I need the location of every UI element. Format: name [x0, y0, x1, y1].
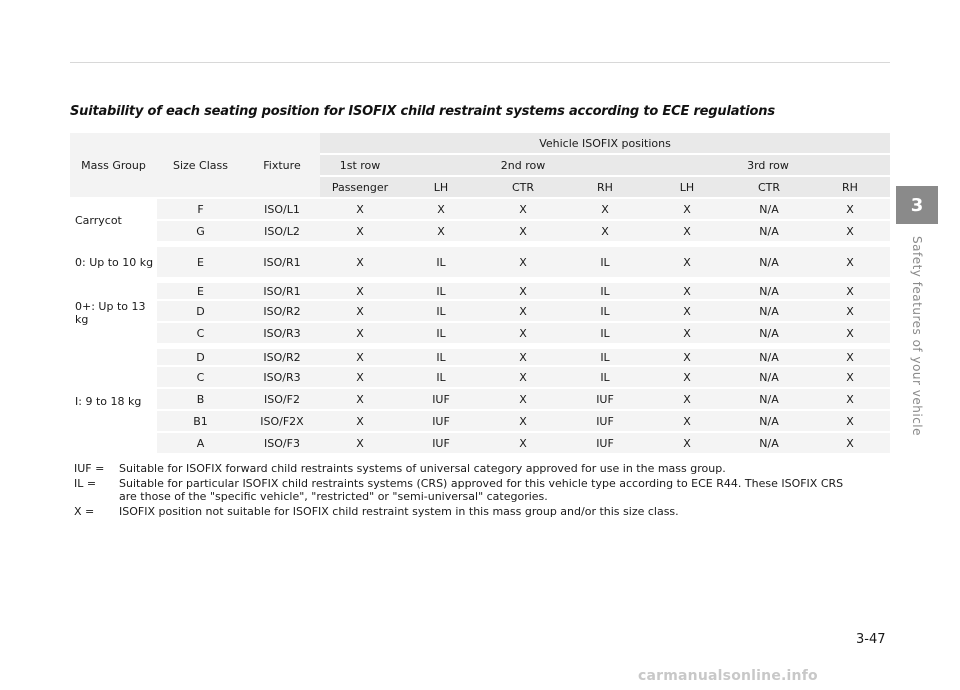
table-row [70, 389, 890, 411]
size-class-cell: B [157, 389, 244, 411]
suitability-cell: X [810, 243, 890, 279]
suitability-cell: X [320, 389, 400, 411]
header-fixture: Fixture [244, 133, 320, 199]
fixture-cell: ISO/F2X [244, 411, 320, 433]
suitability-cell: X [646, 279, 728, 301]
header-size-class: Size Class [157, 133, 244, 199]
suitability-cell: X [810, 323, 890, 345]
suitability-cell: IL [564, 367, 646, 389]
table-row [70, 367, 890, 389]
legend-text: Suitable for particular ISOFIX child restraints systems (CRS) approved for this vehicle type according to ECE R44. These ISOFIX CRS are those of the "specific vehicle", "restricted" or "semi-universal" categories. [119, 477, 844, 503]
suitability-cell: IL [564, 345, 646, 367]
size-class-cell: E [157, 243, 244, 279]
suitability-cell: IUF [564, 433, 646, 455]
suitability-cell: N/A [728, 433, 810, 455]
fixture-cell: ISO/R3 [244, 367, 320, 389]
suitability-cell: X [646, 199, 728, 221]
suitability-cell: X [810, 221, 890, 243]
suitability-cell: X [810, 411, 890, 433]
fixture-cell: ISO/R1 [244, 243, 320, 279]
legend-key: IUF = [74, 462, 105, 475]
suitability-cell: X [482, 433, 564, 455]
suitability-cell: X [482, 323, 564, 345]
suitability-cell: X [482, 389, 564, 411]
size-class-cell: B1 [157, 411, 244, 433]
suitability-cell: X [482, 199, 564, 221]
suitability-cell: IL [400, 323, 482, 345]
suitability-cell: X [810, 433, 890, 455]
header-mass-group: Mass Group [70, 133, 157, 199]
suitability-cell: N/A [728, 367, 810, 389]
suitability-cell: N/A [728, 279, 810, 301]
size-class-cell: F [157, 199, 244, 221]
suitability-cell: X [320, 199, 400, 221]
table-row [70, 411, 890, 433]
suitability-cell: X [320, 367, 400, 389]
header-seat: LH [646, 177, 728, 199]
isofix-suitability-table [70, 133, 890, 455]
header-vehicle-positions: Vehicle ISOFIX positions [320, 133, 890, 155]
suitability-cell: X [400, 221, 482, 243]
suitability-cell: IUF [400, 433, 482, 455]
suitability-cell: IL [564, 243, 646, 279]
suitability-cell: X [810, 367, 890, 389]
size-class-cell: A [157, 433, 244, 455]
size-class-cell: C [157, 323, 244, 345]
mass-group-cell: Carrycot [70, 199, 157, 243]
legend-text: ISOFIX position not suitable for ISOFIX child restraint system in this mass group and/or this size class. [119, 505, 679, 518]
suitability-cell: X [320, 279, 400, 301]
fixture-cell: ISO/R1 [244, 279, 320, 301]
size-class-cell: G [157, 221, 244, 243]
suitability-cell: X [646, 345, 728, 367]
fixture-cell: ISO/F3 [244, 433, 320, 455]
suitability-cell: N/A [728, 221, 810, 243]
suitability-cell: IUF [400, 389, 482, 411]
suitability-cell: X [564, 221, 646, 243]
header-row-2: 2nd row [400, 155, 646, 177]
suitability-cell: N/A [728, 389, 810, 411]
suitability-cell: X [320, 411, 400, 433]
suitability-cell: X [646, 301, 728, 323]
legend [74, 462, 859, 520]
legend-item [74, 462, 859, 475]
chapter-tab[interactable]: 3 [896, 186, 938, 224]
fixture-cell: ISO/R2 [244, 345, 320, 367]
suitability-cell: IL [400, 345, 482, 367]
size-class-cell: C [157, 367, 244, 389]
suitability-cell: X [810, 345, 890, 367]
suitability-cell: X [646, 323, 728, 345]
suitability-cell: N/A [728, 411, 810, 433]
suitability-cell: X [320, 243, 400, 279]
suitability-cell: X [482, 279, 564, 301]
header-seat: Passenger [320, 177, 400, 199]
size-class-cell: E [157, 279, 244, 301]
suitability-cell: X [646, 389, 728, 411]
legend-key: X = [74, 505, 95, 518]
suitability-cell: X [646, 221, 728, 243]
suitability-cell: X [810, 279, 890, 301]
table-row [70, 199, 890, 221]
page-heading: Suitability of each seating position for ISOFIX child restraint systems according to ECE regulations [70, 104, 775, 119]
suitability-cell: IL [400, 279, 482, 301]
suitability-cell: IL [564, 301, 646, 323]
header-seat: RH [810, 177, 890, 199]
suitability-cell: X [400, 199, 482, 221]
header-row-1: 1st row [320, 155, 400, 177]
watermark: carmanualsonline.info [638, 668, 818, 684]
table-row [70, 243, 890, 279]
suitability-cell: X [482, 345, 564, 367]
suitability-cell: IUF [400, 411, 482, 433]
legend-item [74, 477, 859, 503]
size-class-cell: D [157, 301, 244, 323]
suitability-cell: X [564, 199, 646, 221]
suitability-cell: X [646, 243, 728, 279]
suitability-cell: IL [564, 323, 646, 345]
suitability-cell: X [810, 301, 890, 323]
fixture-cell: ISO/R3 [244, 323, 320, 345]
suitability-cell: N/A [728, 323, 810, 345]
table-row [70, 345, 890, 367]
suitability-cell: IL [400, 243, 482, 279]
suitability-cell: N/A [728, 301, 810, 323]
suitability-cell: X [482, 367, 564, 389]
suitability-cell: X [320, 301, 400, 323]
fixture-cell: ISO/L2 [244, 221, 320, 243]
legend-text: Suitable for ISOFIX forward child restraints systems of universal category approved for use in the mass group. [119, 462, 726, 475]
suitability-cell: X [482, 301, 564, 323]
suitability-cell: X [482, 243, 564, 279]
size-class-cell: D [157, 345, 244, 367]
suitability-cell: X [320, 433, 400, 455]
header-seat: LH [400, 177, 482, 199]
fixture-cell: ISO/L1 [244, 199, 320, 221]
chapter-title: Safety features of your vehicle [910, 236, 924, 437]
mass-group-cell: 0: Up to 10 kg [70, 243, 157, 279]
suitability-cell: IUF [564, 389, 646, 411]
suitability-cell: IUF [564, 411, 646, 433]
suitability-cell: X [482, 221, 564, 243]
fixture-cell: ISO/R2 [244, 301, 320, 323]
header-seat: CTR [728, 177, 810, 199]
suitability-cell: N/A [728, 243, 810, 279]
mass-group-cell: 0+: Up to 13 kg [70, 279, 157, 345]
suitability-cell: X [646, 411, 728, 433]
suitability-cell: X [810, 389, 890, 411]
table-row [70, 323, 890, 345]
suitability-cell: X [320, 323, 400, 345]
fixture-cell: ISO/F2 [244, 389, 320, 411]
legend-item [74, 505, 859, 518]
suitability-cell: X [810, 199, 890, 221]
table-row [70, 301, 890, 323]
suitability-cell: X [320, 345, 400, 367]
table-row [70, 279, 890, 301]
suitability-cell: X [320, 221, 400, 243]
top-divider [70, 62, 890, 63]
suitability-cell: IL [564, 279, 646, 301]
suitability-cell: IL [400, 301, 482, 323]
header-seat: CTR [482, 177, 564, 199]
legend-key: IL = [74, 477, 97, 490]
page-number: 3-47 [856, 632, 886, 647]
suitability-cell: X [646, 433, 728, 455]
table-row [70, 433, 890, 455]
suitability-cell: IL [400, 367, 482, 389]
suitability-cell: N/A [728, 199, 810, 221]
header-row-3: 3rd row [646, 155, 890, 177]
suitability-cell: N/A [728, 345, 810, 367]
header-seat: RH [564, 177, 646, 199]
suitability-cell: X [646, 367, 728, 389]
mass-group-cell: I: 9 to 18 kg [70, 345, 157, 455]
table-row [70, 221, 890, 243]
suitability-cell: X [482, 411, 564, 433]
